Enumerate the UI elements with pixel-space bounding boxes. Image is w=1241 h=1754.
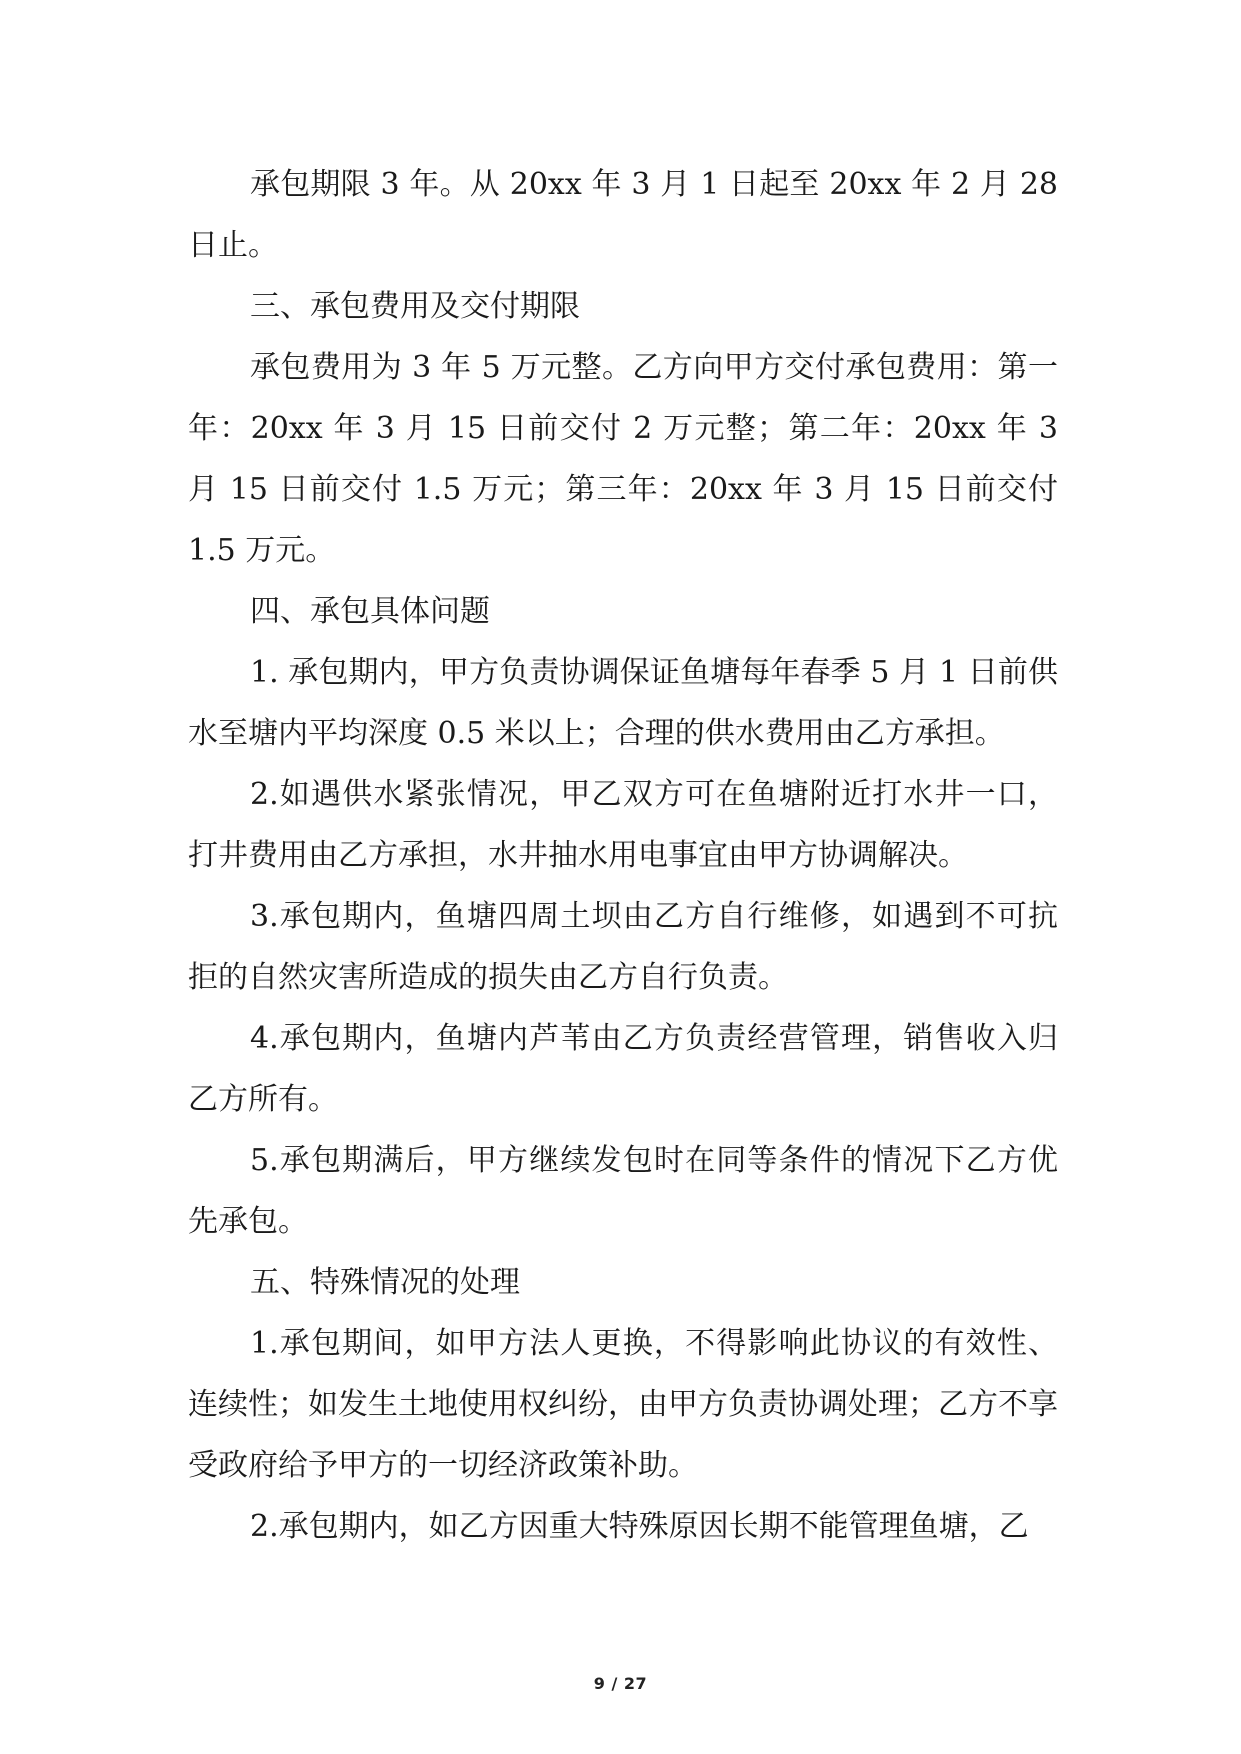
paragraph-item-reeds: 4.承包期内，鱼塘内芦苇由乙方负责经营管理，销售收入归乙方所有。 bbox=[188, 1021, 1058, 1117]
paragraph-item-legal-change: 1.承包期间，如甲方法人更换，不得影响此协议的有效性、连续性；如发生土地使用权纠纷，由甲方负责协调处理；乙方不享受政府给予甲方的一切经济政策补助。 bbox=[188, 1326, 1058, 1483]
section-heading-special-cases: 五、特殊情况的处理 bbox=[250, 1265, 520, 1300]
section-heading-fees: 三、承包费用及交付期限 bbox=[250, 289, 580, 324]
document-body bbox=[188, 154, 1058, 1557]
paragraph-item-long-absence: 2.承包期内，如乙方因重大特殊原因长期不能管理鱼塘，乙 bbox=[250, 1509, 1029, 1544]
page-number: 9 / 27 bbox=[593, 1674, 648, 1693]
paragraph-item-water-supply: 1. 承包期内，甲方负责协调保证鱼塘每年春季 5 月 1 日前供水至塘内平均深度 0.5 米以上；合理的供水费用由乙方承担。 bbox=[188, 655, 1058, 751]
paragraph-item-renewal: 5.承包期满后，甲方继续发包时在同等条件的情况下乙方优先承包。 bbox=[188, 1143, 1058, 1239]
paragraph-item-well: 2.如遇供水紧张情况，甲乙双方可在鱼塘附近打水井一口，打井费用由乙方承担，水井抽水用电事宜由甲方协调解决。 bbox=[188, 777, 1058, 873]
section-heading-specific-issues: 四、承包具体问题 bbox=[250, 594, 490, 629]
paragraph-item-dam-repair: 3.承包期内，鱼塘四周土坝由乙方自行维修，如遇到不可抗拒的自然灾害所造成的损失由乙方自行负责。 bbox=[188, 899, 1058, 995]
paragraph-contract-term: 承包期限 3 年。从 20xx 年 3 月 1 日起至 20xx 年 2 月 28 日止。 bbox=[188, 167, 1058, 263]
paragraph-fee-payment: 承包费用为 3 年 5 万元整。乙方向甲方交付承包费用：第一年：20xx 年 3 月 15 日前交付 2 万元整；第二年：20xx 年 3 月 15 日前交付 1.5 万元；第三年：20xx 年 3 月 15 日前交付 1.5 万元。 bbox=[188, 350, 1058, 568]
